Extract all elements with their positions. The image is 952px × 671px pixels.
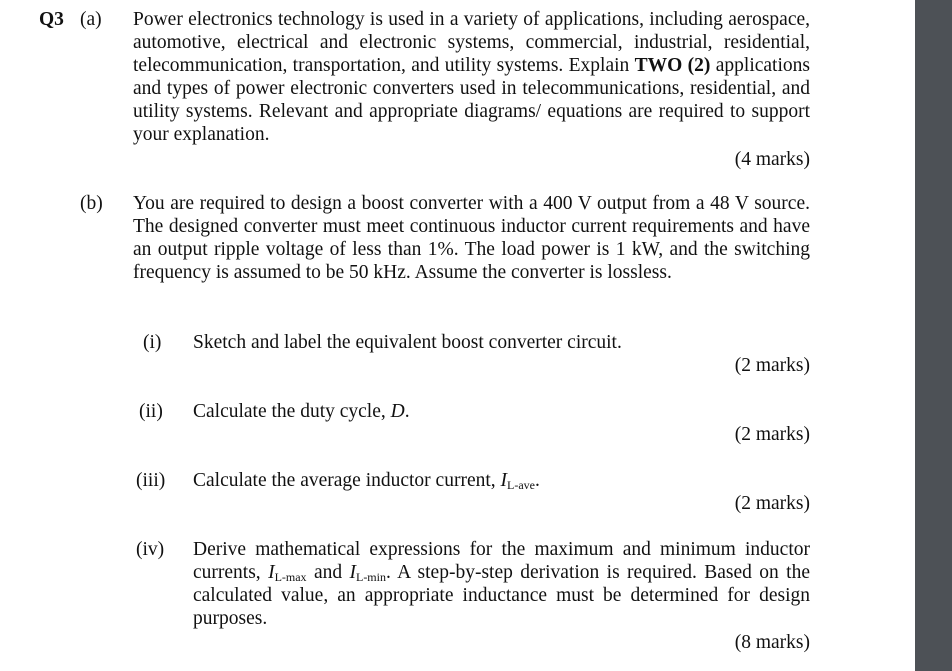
subpart-iii-label: (iii)	[136, 470, 166, 491]
subpart-iv-text-3: . A step-by-step derivation is required. Based on the calculated value, an appropriate inductance must be determined for design purposes.	[193, 562, 811, 629]
part-a-text-post: applications and types of power electronic converters used in telecommunications, residential, and utility systems. Relevant and appropriate diagrams/ equations are required to support your explanation.	[133, 55, 810, 145]
subpart-iv-text-2: and	[306, 562, 350, 583]
current-min-subscript: L-min	[355, 570, 386, 584]
current-max-subscript: L-max	[274, 570, 307, 584]
part-a-text-pre: Power electronics technology is used in a variety of applications, including aerospace, automotive, electrical and electronic systems, commercial, industrial, residential, telecommunication, transportation, and utility systems. Explain	[133, 9, 810, 76]
subpart-ii-marks: (2 marks)	[734, 424, 810, 445]
subpart-iv-marks: (8 marks)	[734, 632, 810, 653]
subpart-ii-text-main: Calculate the duty cycle,	[193, 401, 391, 422]
subpart-i-label: (i)	[143, 332, 162, 353]
part-a-label: (a)	[80, 9, 102, 30]
part-b-text: You are required to design a boost converter with a 400 V output from a 48 V source. The designed converter must meet continuous inductor current requirements and have an output ripple voltage of less than 1%. The load power is 1 kW, and the switching frequency is assumed to be 50 kHz. Assume the converter is lossless.	[133, 193, 810, 283]
subpart-iii-marks: (2 marks)	[734, 493, 810, 514]
current-symbol: I	[500, 470, 508, 491]
subpart-ii-text-end: .	[404, 401, 410, 422]
subpart-ii-text	[193, 400, 410, 423]
current-max-symbol: I	[268, 562, 275, 583]
subpart-iii-text-main: Calculate the average inductor current,	[193, 470, 501, 491]
current-min-symbol: I	[349, 562, 356, 583]
subpart-i-marks: (2 marks)	[734, 355, 810, 376]
subpart-iii-text	[193, 469, 540, 492]
question-number: Q3	[39, 9, 64, 30]
subpart-iv-label: (iv)	[136, 539, 165, 560]
part-b-label: (b)	[80, 193, 103, 214]
subpart-iii-text-end: .	[535, 470, 540, 491]
subpart-i-text: Sketch and label the equivalent boost converter circuit.	[193, 332, 622, 353]
subpart-ii-label: (ii)	[139, 401, 163, 422]
duty-cycle-symbol: D	[390, 401, 405, 422]
scrollbar-track[interactable]	[915, 0, 952, 671]
subpart-iv-text-1: Derive mathematical expressions for the maximum and minimum inductor currents,	[193, 539, 810, 583]
part-a-text-bold: TWO (2)	[634, 55, 711, 76]
current-subscript: L-ave	[507, 478, 535, 492]
subpart-iv-text	[193, 538, 810, 630]
part-a-marks: (4 marks)	[734, 149, 810, 170]
part-a-text	[133, 8, 810, 146]
